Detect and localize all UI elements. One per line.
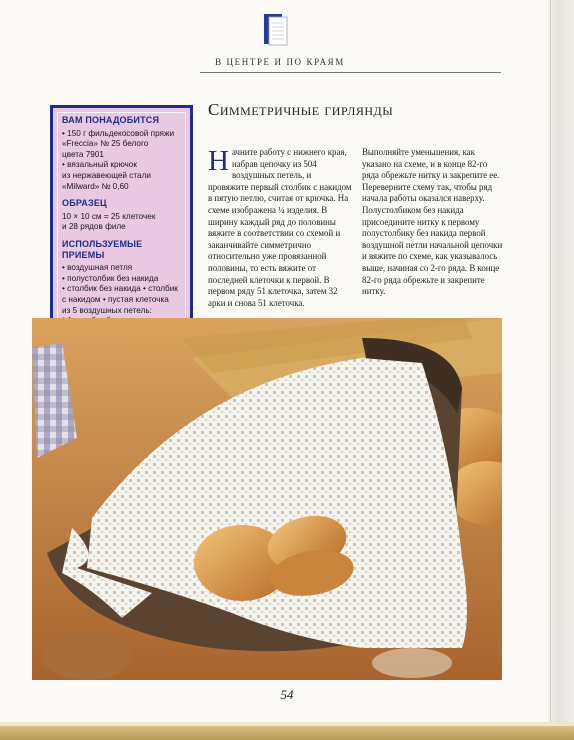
page-edge-line: [550, 0, 551, 740]
materials-heading: ВАМ ПОНАДОБИТСЯ: [62, 115, 160, 125]
techniques-line: из 5 воздушных петель:: [62, 305, 152, 315]
materials-line: • 150 г фильдекосовой пряжи: [62, 128, 175, 138]
page-number: 54: [280, 687, 294, 702]
drop-cap: Н: [208, 145, 229, 177]
materials-line: «Milward» № 0,60: [62, 181, 129, 191]
header-rule: [200, 72, 501, 73]
page-edge: [548, 0, 574, 740]
techniques-line: • столбик без накида • столбик: [62, 284, 178, 294]
techniques-heading: ИСПОЛЬЗУЕМЫЕ ПРИЕМЫ: [62, 238, 143, 260]
techniques-line: • полустолбик без накида: [62, 273, 159, 283]
bread-basket-photo: [32, 318, 502, 680]
materials-line: цвета 7901: [62, 149, 104, 159]
sample-heading: ОБРАЗЕЦ: [62, 198, 107, 209]
chapter-title: В ЦЕНТРЕ И ПО КРАЯМ: [215, 57, 345, 67]
techniques-line: с накидом • пустая клеточка: [62, 294, 169, 304]
book-icon: [263, 13, 291, 47]
materials-line: «Freccia» № 25 белого: [62, 139, 149, 149]
sample-section: [62, 198, 183, 233]
materials-section: [62, 115, 183, 192]
body-column-2: Выполняйте уменьшения, как указано на схеме, и в конце 82-го ряда обрежьте нитку и закрепите ее. Переверните схему так, чтобы ряд начала работы оказался наверху. Полустолбиком без накида присоедините нитку к первому полустолбику без накида первой воздушной петли начальной цепочки и вяжите по схеме, как указывалось выше, начиная со 2-го ряда. В конце 82-го ряда обрежьте и закрепите нитку.: [362, 147, 503, 297]
materials-line: • вязальный крючок: [62, 160, 137, 170]
body-column-1: [208, 147, 353, 309]
techniques-line: • воздушная петля: [62, 263, 133, 273]
bottom-strip: [0, 726, 574, 740]
materials-line: из нержавеющей стали: [62, 170, 151, 180]
sample-line: и 28 рядов филе: [62, 222, 126, 232]
sample-line: 10 × 10 см = 25 клеточек: [62, 211, 156, 221]
body-text-1: ачните работу с нижнего края, набрав цепочку из 504 воздушных петель, и провяжите первый столбик с накидом в пятую петлю, считая от крючка. На схеме изображена ¼ изделия. В ширину каждый ряд до половины вяжите в соответствии со схемой и заканчивайте симметрично относительно уже провязанной половины, то есть вяжите от последней клеточки к первой. В первом ряду 51 клеточка, затем 32 арки и снова 51 клеточка.: [208, 147, 352, 308]
article-title: Симметричные гирлянды: [208, 100, 394, 119]
